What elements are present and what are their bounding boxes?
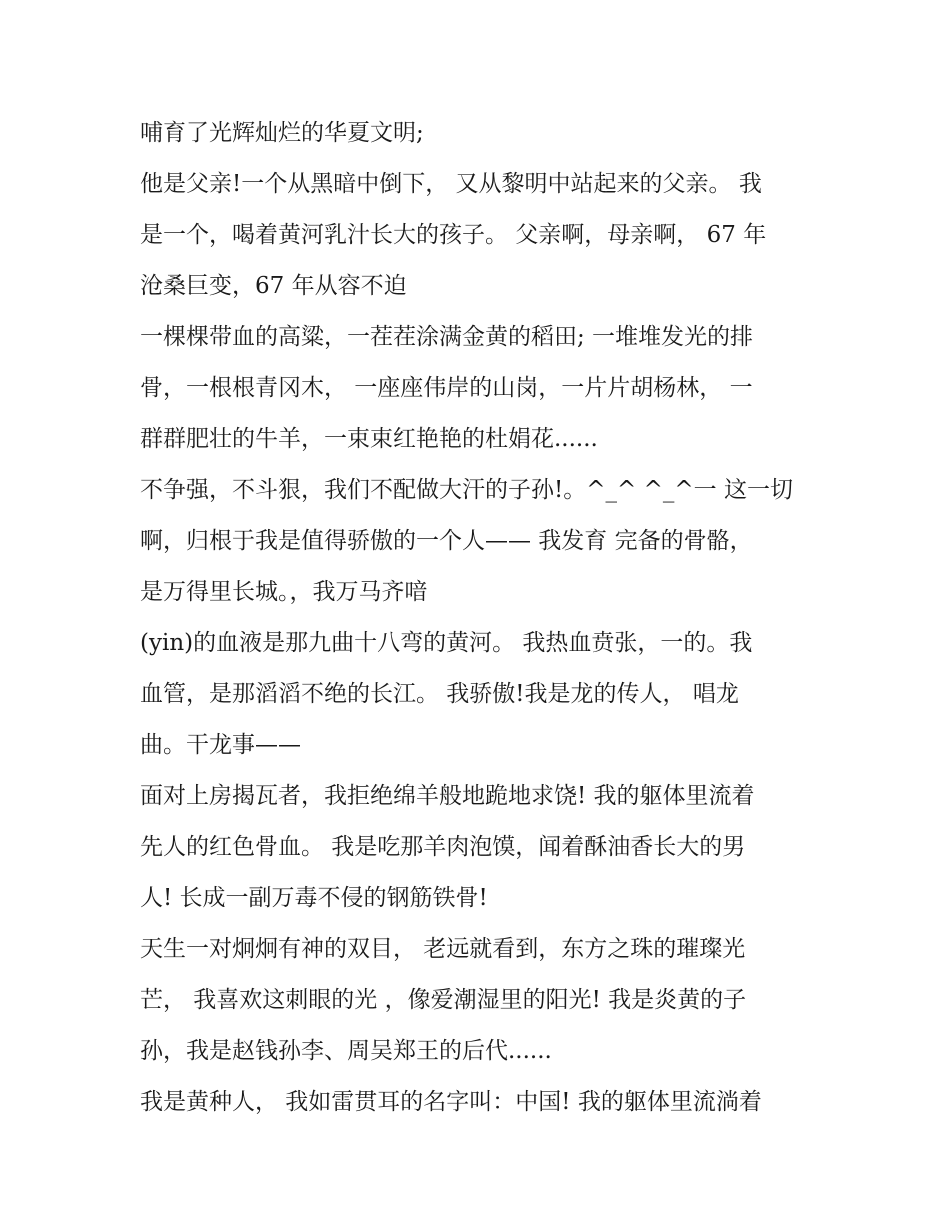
text-line: 是一个，喝着黄河乳汁长大的孩子。 父亲啊，母亲啊， 67 年: [140, 222, 767, 248]
text-line: (yin)的血液是那九曲十八弯的黄河。 我热血贲张，一的。我: [140, 630, 753, 656]
text-line: 我是黄种人， 我如雷贯耳的名字叫：中国! 我的躯体里流淌着: [140, 1089, 762, 1115]
text-line: 沧桑巨变，67 年从容不迫: [140, 273, 407, 299]
text-line: 他是父亲!一个从黑暗中倒下， 又从黎明中站起来的父亲。 我: [140, 171, 762, 197]
text-line: 哺育了光辉灿烂的华夏文明;: [140, 120, 424, 146]
text-line: 先人的红色骨血。 我是吃那羊肉泡馍，闻着酥油香长大的男: [140, 834, 746, 860]
text-line: 面对上房揭瓦者，我拒绝绵羊般地跪地求饶! 我的躯体里流着: [140, 783, 755, 809]
text-line: 芒， 我喜欢这刺眼的光 ，像爱潮湿里的阳光! 我是炎黄的子: [140, 987, 747, 1013]
text-line: 人! 长成一副万毒不侵的钢筋铁骨!: [140, 885, 488, 911]
body-text: [140, 108, 810, 1128]
text-line: 血管，是那滔滔不绝的长江。 我骄傲!我是龙的传人， 唱龙: [140, 681, 739, 707]
text-line: 天生一对炯炯有神的双目， 老远就看到，东方之珠的璀璨光: [140, 936, 746, 962]
text-line: 骨，一根根青冈木， 一座座伟岸的山岗，一片片胡杨林， 一: [140, 375, 753, 401]
text-line: 群群肥壮的牛羊，一束束红艳艳的杜娟花......: [140, 426, 598, 452]
text-line: 啊，归根于我是值得骄傲的一个人—— 我发育 完备的骨骼，: [140, 528, 753, 554]
text-line: 曲。干龙事——: [140, 732, 301, 758]
text-line: 孙，我是赵钱孙李、周吴郑王的后代......: [140, 1038, 552, 1064]
text-line: 一棵棵带血的高粱，一茬茬涂满金黄的稻田; 一堆堆发光的排: [140, 324, 754, 350]
text-line: 不争强，不斗狠，我们不配做大汗的子孙!。^_^ ^_^一 这一切: [140, 477, 793, 503]
text-line: 是万得里长城。，我万马齐喑: [140, 579, 428, 605]
